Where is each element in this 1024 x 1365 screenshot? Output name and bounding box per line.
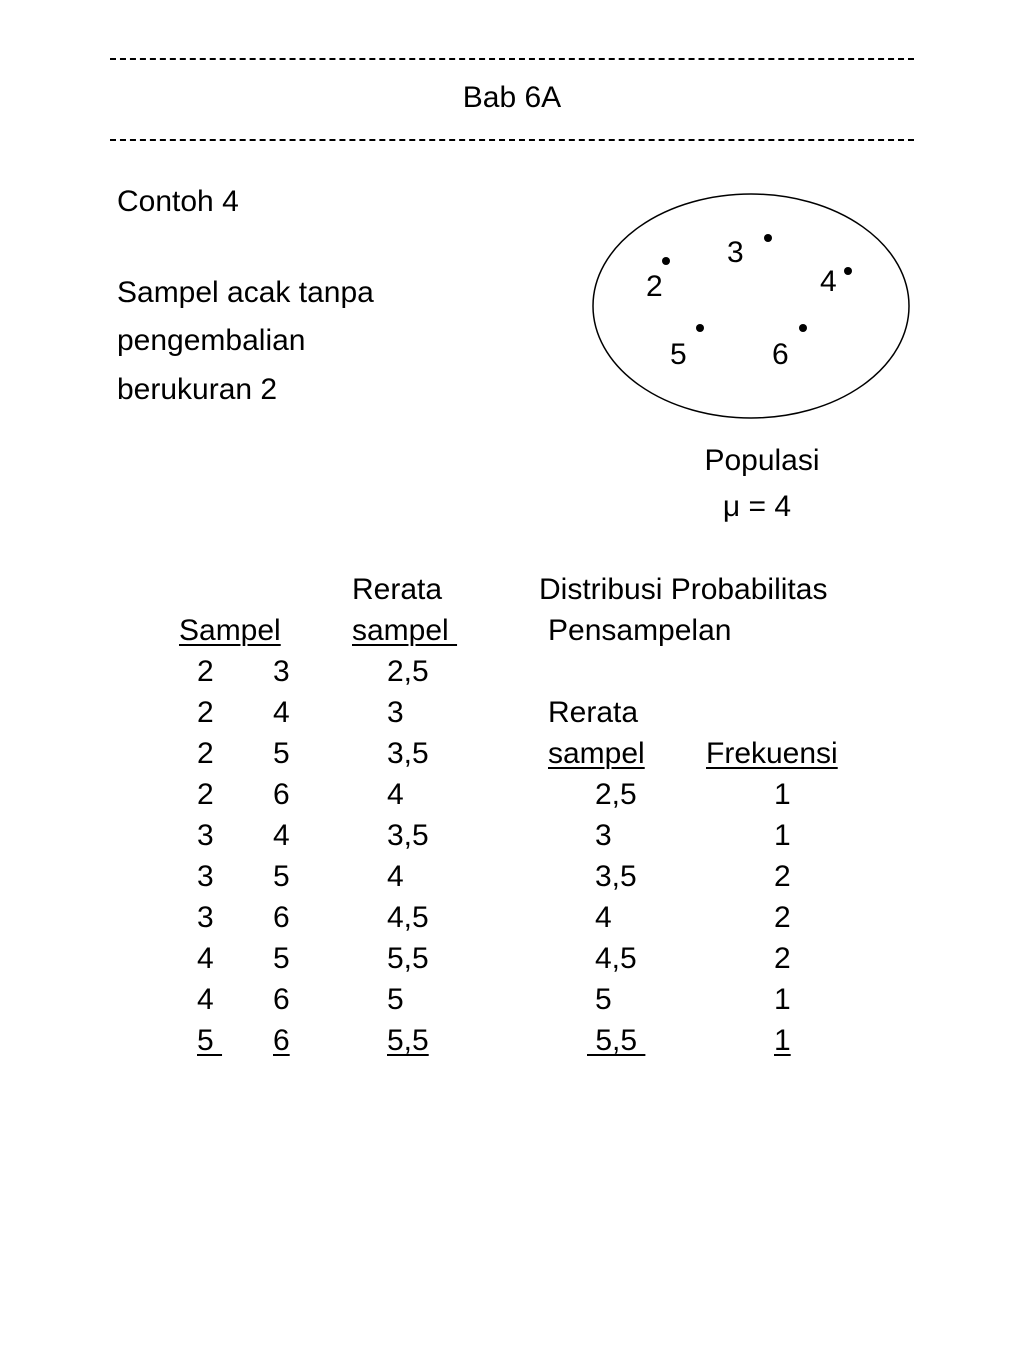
sample-row-4-b: 6 <box>273 778 290 811</box>
population-label-3: 3 <box>727 236 744 269</box>
distribution-row-3-mean: 3,5 <box>595 860 637 893</box>
sample-row-10-mean: 5,5 <box>387 1024 429 1057</box>
sample-row-7-b: 6 <box>273 901 290 934</box>
sample-row-9-mean: 5 <box>387 983 404 1016</box>
population-mean: μ = 4 <box>722 490 792 523</box>
sample-row-8-a: 4 <box>197 942 214 975</box>
sample-row-6-mean: 4 <box>387 860 404 893</box>
distribution-row-6-mean: 5 <box>595 983 612 1016</box>
example-heading: Contoh 4 <box>117 185 239 218</box>
population-label: Populasi <box>704 444 820 477</box>
sample-row-3-mean: 3,5 <box>387 737 429 770</box>
distribution-row-4-frequency: 2 <box>774 901 791 934</box>
population-point-5 <box>696 324 704 332</box>
sample-row-9-a: 4 <box>197 983 214 1016</box>
distribution-row-7-frequency: 1 <box>774 1024 791 1057</box>
population-ellipse <box>593 194 909 418</box>
example-description-line-3: berukuran 2 <box>117 373 278 406</box>
sample-row-2-a: 2 <box>197 696 214 729</box>
sample-row-1-a: 2 <box>197 655 214 688</box>
population-label-6: 6 <box>772 338 789 371</box>
sample-row-6-a: 3 <box>197 860 214 893</box>
sample-row-3-b: 5 <box>273 737 290 770</box>
sample-row-10-a: 5 <box>197 1024 223 1057</box>
sample-row-7-mean: 4,5 <box>387 901 429 934</box>
distribution-row-5-mean: 4,5 <box>595 942 637 975</box>
distribution-frequency-column-header: Frekuensi <box>706 737 838 770</box>
population-point-4 <box>844 267 852 275</box>
sample-row-9-b: 6 <box>273 983 290 1016</box>
sample-row-3-a: 2 <box>197 737 214 770</box>
population-label-4: 4 <box>820 265 837 298</box>
page-title: Bab 6A <box>462 81 562 114</box>
population-label-5: 5 <box>670 338 687 371</box>
sample-mean-header-line-1: Rerata <box>352 573 443 606</box>
sample-mean-column-header: sampel <box>352 614 458 647</box>
example-description-line-1: Sampel acak tanpa <box>117 276 374 309</box>
population-point-3 <box>764 234 772 242</box>
distribution-row-3-frequency: 2 <box>774 860 791 893</box>
sample-row-7-a: 3 <box>197 901 214 934</box>
sample-row-6-b: 5 <box>273 860 290 893</box>
sample-row-1-mean: 2,5 <box>387 655 429 688</box>
population-label-2: 2 <box>646 270 663 303</box>
distribution-title-line-2: Pensampelan <box>548 614 732 647</box>
sample-column-header: Sampel <box>179 614 281 647</box>
sample-row-2-mean: 3 <box>387 696 404 729</box>
sample-row-1-b: 3 <box>273 655 290 688</box>
distribution-row-1-mean: 2,5 <box>595 778 637 811</box>
distribution-row-6-frequency: 1 <box>774 983 791 1016</box>
example-description-line-2: pengembalian <box>117 324 306 357</box>
sample-row-5-b: 4 <box>273 819 290 852</box>
distribution-row-2-mean: 3 <box>595 819 612 852</box>
distribution-row-2-frequency: 1 <box>774 819 791 852</box>
distribution-row-7-mean: 5,5 <box>587 1024 646 1057</box>
sample-row-5-a: 3 <box>197 819 214 852</box>
sample-row-5-mean: 3,5 <box>387 819 429 852</box>
sample-row-8-mean: 5,5 <box>387 942 429 975</box>
distribution-row-1-frequency: 1 <box>774 778 791 811</box>
distribution-mean-header-line-1: Rerata <box>548 696 639 729</box>
distribution-row-4-mean: 4 <box>595 901 612 934</box>
sample-row-4-mean: 4 <box>387 778 404 811</box>
distribution-title-line-1: Distribusi Probabilitas <box>539 573 828 606</box>
sample-row-2-b: 4 <box>273 696 290 729</box>
sample-row-8-b: 5 <box>273 942 290 975</box>
population-point-6 <box>799 324 807 332</box>
distribution-mean-column-header: sampel <box>548 737 645 770</box>
distribution-row-5-frequency: 2 <box>774 942 791 975</box>
population-point-2 <box>662 257 670 265</box>
sample-row-4-a: 2 <box>197 778 214 811</box>
sample-row-10-b: 6 <box>273 1024 290 1057</box>
